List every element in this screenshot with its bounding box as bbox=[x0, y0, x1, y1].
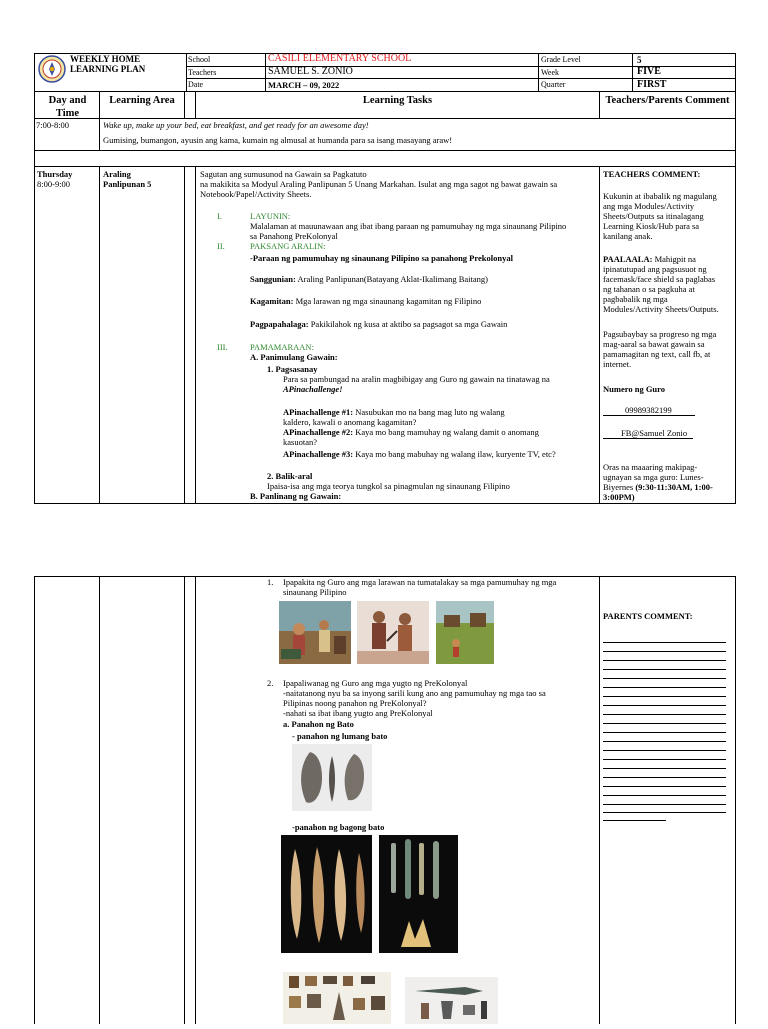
challenge-1-text-2: kaldero, kawali o anomang kagamitan? bbox=[283, 417, 417, 427]
section-1-title: LAYUNIN: bbox=[250, 211, 291, 221]
tc-line-0: Kukunin at ibabalik ng magulang bbox=[603, 191, 717, 201]
sanggunian-line bbox=[250, 274, 488, 284]
page2-item-2-text-3: Pilipinas noong panahon ng PreKolonyal? bbox=[283, 698, 427, 708]
challenge-1-line-1 bbox=[283, 407, 505, 417]
parents-comment-line bbox=[603, 741, 726, 742]
prehistoric-scene-image-1 bbox=[279, 601, 351, 664]
parents-comment-title: PARENTS COMMENT: bbox=[603, 611, 693, 621]
challenge-3-line bbox=[283, 449, 556, 459]
tc-line-3: Learning Kiosk/Hub para sa bbox=[603, 221, 700, 231]
morning-line-1: Wake up, make up your bed, eat breakfast, and get ready for an awesome day! bbox=[103, 120, 369, 130]
panahon-ng-bato: a. Panahon ng Bato bbox=[283, 719, 354, 729]
week-value: FIVE bbox=[637, 66, 661, 77]
row-time: 8:00-9:00 bbox=[37, 179, 71, 189]
teacher-fb: FB@Samuel Zonio bbox=[621, 428, 688, 438]
kagamitan-text: Mga larawan ng mga sinaunang kagamitan ng Filipino bbox=[295, 296, 482, 306]
metal-tools-image bbox=[405, 977, 498, 1024]
pagsasanay-title: 1. Pagsasanay bbox=[267, 364, 318, 374]
page2-item-2-text-4: -nahati sa ibat ibang yugto ang PreKolonyal bbox=[283, 708, 433, 718]
monitor-line-1: mag-aaral sa bawat gawain sa bbox=[603, 339, 705, 349]
page2-item-2-number: 2. bbox=[267, 678, 274, 688]
panlinang-title: B. Panlinang ng Gawain: bbox=[250, 491, 342, 501]
numero-title: Numero ng Guro bbox=[603, 384, 666, 394]
morning-time: 7:00-8:00 bbox=[36, 120, 70, 130]
paalaala-label: PAALAALA: bbox=[603, 254, 653, 264]
parents-comment-line bbox=[603, 642, 726, 643]
balik-aral-title: 2. Balik-aral bbox=[267, 471, 313, 481]
page2-item-1-text-1: Ipapakita ng Guro ang mga larawan na tumatalakay sa mga pamumuhay ng mga bbox=[283, 577, 557, 587]
parents-comment-line bbox=[603, 651, 726, 652]
fb-underline bbox=[603, 438, 693, 439]
sanggunian-label: Sanggunian: bbox=[250, 274, 296, 284]
new-stone-tools-image-1 bbox=[281, 835, 372, 953]
parents-comment-line bbox=[603, 750, 726, 751]
section-1-text-2: sa Panahong PreKolonyal bbox=[250, 231, 338, 241]
section-2-title: PAKSANG ARALIN: bbox=[250, 241, 326, 251]
phone-underline bbox=[603, 415, 695, 416]
monitor-line-2: pamamagitan ng text, call fb, at bbox=[603, 349, 711, 359]
pagpapahalaga-label: Pagpapahalaga: bbox=[250, 319, 309, 329]
teachers-comment-title: TEACHERS COMMENT: bbox=[603, 169, 701, 179]
teacher-phone: 09989382199 bbox=[625, 405, 672, 415]
section-1-text-1: Malalaman at mauunawaan ang ibat ibang paraan ng pamumuhay ng mga sinaunang Pilipino bbox=[250, 221, 567, 231]
parents-comment-line bbox=[603, 820, 666, 821]
oras-line-2 bbox=[603, 482, 713, 492]
paalaala-line-2: facemask/face shield sa paglabas bbox=[603, 274, 716, 284]
paalaala-line-1: ipinatutupad ang pagsusuot ng bbox=[603, 264, 707, 274]
grade-value: 5 bbox=[637, 55, 642, 65]
parents-comment-line bbox=[603, 768, 726, 769]
page2-item-1-number: 1. bbox=[267, 577, 274, 587]
pagpapahalaga-line bbox=[250, 319, 507, 329]
oras-biyernes: Biyernes bbox=[603, 482, 634, 492]
bagong-bato-label: -panahon ng bagong bato bbox=[292, 822, 385, 832]
learning-area-line-1: Araling bbox=[103, 169, 131, 179]
paalaala-line-3: ng tahanan o sa pagkuha at bbox=[603, 284, 695, 294]
tc-line-1: ang mga Modules/Activity bbox=[603, 201, 695, 211]
challenge-1-text-1: Nasubukan mo na bang mag luto ng walang bbox=[355, 407, 505, 417]
col-area-header: Learning Area bbox=[109, 95, 175, 106]
plan-title-1: WEEKLY HOME bbox=[70, 54, 141, 64]
paalaala-line-5: Modules/Activity Sheets/Outputs. bbox=[603, 304, 719, 314]
pagsasanay-text-1: Para sa pambungad na aralin magbibigay ang Guro ng gawain na tinatawag na bbox=[283, 374, 550, 384]
col-day-header: Day and Time bbox=[48, 95, 87, 119]
tc-line-2: Sheets/Outputs sa itinalagang bbox=[603, 211, 704, 221]
week-label: Week bbox=[541, 68, 560, 77]
section-2-topic: -Paraan ng pamumuhay ng sinaunang Pilipino sa panahong Prekolonyal bbox=[250, 253, 513, 263]
teachers-label: Teachers bbox=[188, 68, 217, 77]
prehistoric-scene-image-2 bbox=[357, 601, 429, 664]
oras-hours: (9:30-11:30AM, 1:00- bbox=[635, 482, 713, 492]
parents-comment-line bbox=[603, 660, 726, 661]
paalaala-line-0 bbox=[603, 254, 696, 264]
intro-line-1: Sagutan ang sumusunod na Gawain sa Pagkatuto bbox=[200, 169, 367, 179]
challenge-2-text-1: Kaya mo bang mamuhay ng walang damit o anomang bbox=[355, 427, 539, 437]
parents-comment-line bbox=[603, 759, 726, 760]
sanggunian-text: Araling Panlipunan(Batayang Aklat-Ikalimang Baitang) bbox=[297, 274, 488, 284]
oras-line-3: 3:00PM) bbox=[603, 492, 635, 502]
new-stone-tools-image-2 bbox=[379, 835, 458, 953]
balik-aral-text: Ipaisa-isa ang mga teorya tungkol sa pinagmulan ng sinaunang Filipino bbox=[267, 481, 510, 491]
parents-comment-line bbox=[603, 705, 726, 706]
plan-title-2: LEARNING PLAN bbox=[70, 64, 146, 74]
parents-comment-line bbox=[603, 732, 726, 733]
prehistoric-scene-image-3 bbox=[436, 601, 494, 664]
quarter-label: Quarter bbox=[541, 80, 566, 89]
parents-comment-line bbox=[603, 786, 726, 787]
section-1-number: I. bbox=[217, 211, 222, 221]
parents-comment-line bbox=[603, 723, 726, 724]
kagamitan-line bbox=[250, 296, 481, 306]
intro-line-2: na makikita sa Modyul Araling Panlipunan 5 Unang Markahan. Isulat ang mga sagot ng bawat gawain sa bbox=[200, 179, 558, 189]
teachers-value: SAMUEL S. ZONIO bbox=[268, 66, 353, 77]
challenge-2-line-1 bbox=[283, 427, 539, 437]
oras-line-1: ugnayan sa mga guro: Lunes- bbox=[603, 472, 704, 482]
parents-comment-line bbox=[603, 687, 726, 688]
challenge-2-label: APinachallenge #2: bbox=[283, 427, 354, 437]
page2-item-1-text-2: sinaunang Pilipino bbox=[283, 587, 347, 597]
panimulang-gawain-title: A. Panimulang Gawain: bbox=[250, 352, 338, 362]
parents-comment-line bbox=[603, 795, 726, 796]
parents-comment-line bbox=[603, 777, 726, 778]
paalaala-line-4: pagbabalik ng mga bbox=[603, 294, 668, 304]
section-2-number: II. bbox=[217, 241, 225, 251]
deped-seal-icon bbox=[38, 55, 66, 83]
parents-comment-line bbox=[603, 812, 726, 813]
parents-comment-line bbox=[603, 714, 726, 715]
challenge-3-label: APinachallenge #3: bbox=[283, 449, 354, 459]
col-comment-header: Teachers/Parents Comment bbox=[605, 95, 730, 106]
parents-comment-line bbox=[603, 696, 726, 697]
intro-line-3: Notebook/Papel/Activity Sheets. bbox=[200, 189, 312, 199]
learning-area-line-2: Panlipunan 5 bbox=[103, 179, 152, 189]
parents-comment-line bbox=[603, 669, 726, 670]
monitor-line-0: Pagsubaybay sa progreso ng mga bbox=[603, 329, 717, 339]
kagamitan-label: Kagamitan: bbox=[250, 296, 294, 306]
section-3-number: III. bbox=[217, 342, 228, 352]
page2-item-2-text-2: -naitatanong nyu ba sa inyong sarili kung ano ang pamumuhay ng mga tao sa bbox=[283, 688, 546, 698]
old-stone-tools-image bbox=[292, 744, 372, 811]
date-label: Date bbox=[188, 80, 204, 89]
lumang-bato-label: - panahon ng lumang bato bbox=[292, 731, 388, 741]
tc-line-4: kanilang anak. bbox=[603, 231, 653, 241]
school-value: CASILI ELEMENTARY SCHOOL bbox=[268, 53, 412, 64]
artifact-collection-image bbox=[283, 972, 391, 1024]
grade-label: Grade Level bbox=[541, 55, 581, 64]
paalaala-text-0: Mahigpit na bbox=[654, 254, 696, 264]
parents-comment-line bbox=[603, 678, 726, 679]
monitor-line-3: internet. bbox=[603, 359, 632, 369]
section-3-title: PAMAMARAAN: bbox=[250, 342, 314, 352]
quarter-value: FIRST bbox=[637, 79, 667, 90]
morning-line-2: Gumising, bumangon, ayusin ang kama, kumain ng almusal at humanda para sa isang masayang araw! bbox=[103, 135, 453, 145]
page2-item-2-text-1: Ipapaliwanag ng Guro ang mga yugto ng PreKolonyal bbox=[283, 678, 468, 688]
pagpapahalaga-text: Pakikilahok ng kusa at aktibo sa pagsagot sa mga Gawain bbox=[310, 319, 508, 329]
challenge-2-text-2: kasuotan? bbox=[283, 437, 317, 447]
challenge-1-label: APinachallenge #1: bbox=[283, 407, 354, 417]
challenge-3-text: Kaya mo bang mabuhay ng walang ilaw, kuryente TV, etc? bbox=[355, 449, 556, 459]
oras-line-0: Oras na maaaring makipag- bbox=[603, 462, 698, 472]
school-label: School bbox=[188, 55, 211, 64]
date-value: MARCH – 09, 2022 bbox=[268, 80, 340, 90]
col-tasks-header: Learning Tasks bbox=[362, 95, 433, 106]
parents-comment-line bbox=[603, 804, 726, 805]
row-day: Thursday bbox=[37, 169, 73, 179]
pagsasanay-text-2: APinachallenge! bbox=[283, 384, 343, 394]
